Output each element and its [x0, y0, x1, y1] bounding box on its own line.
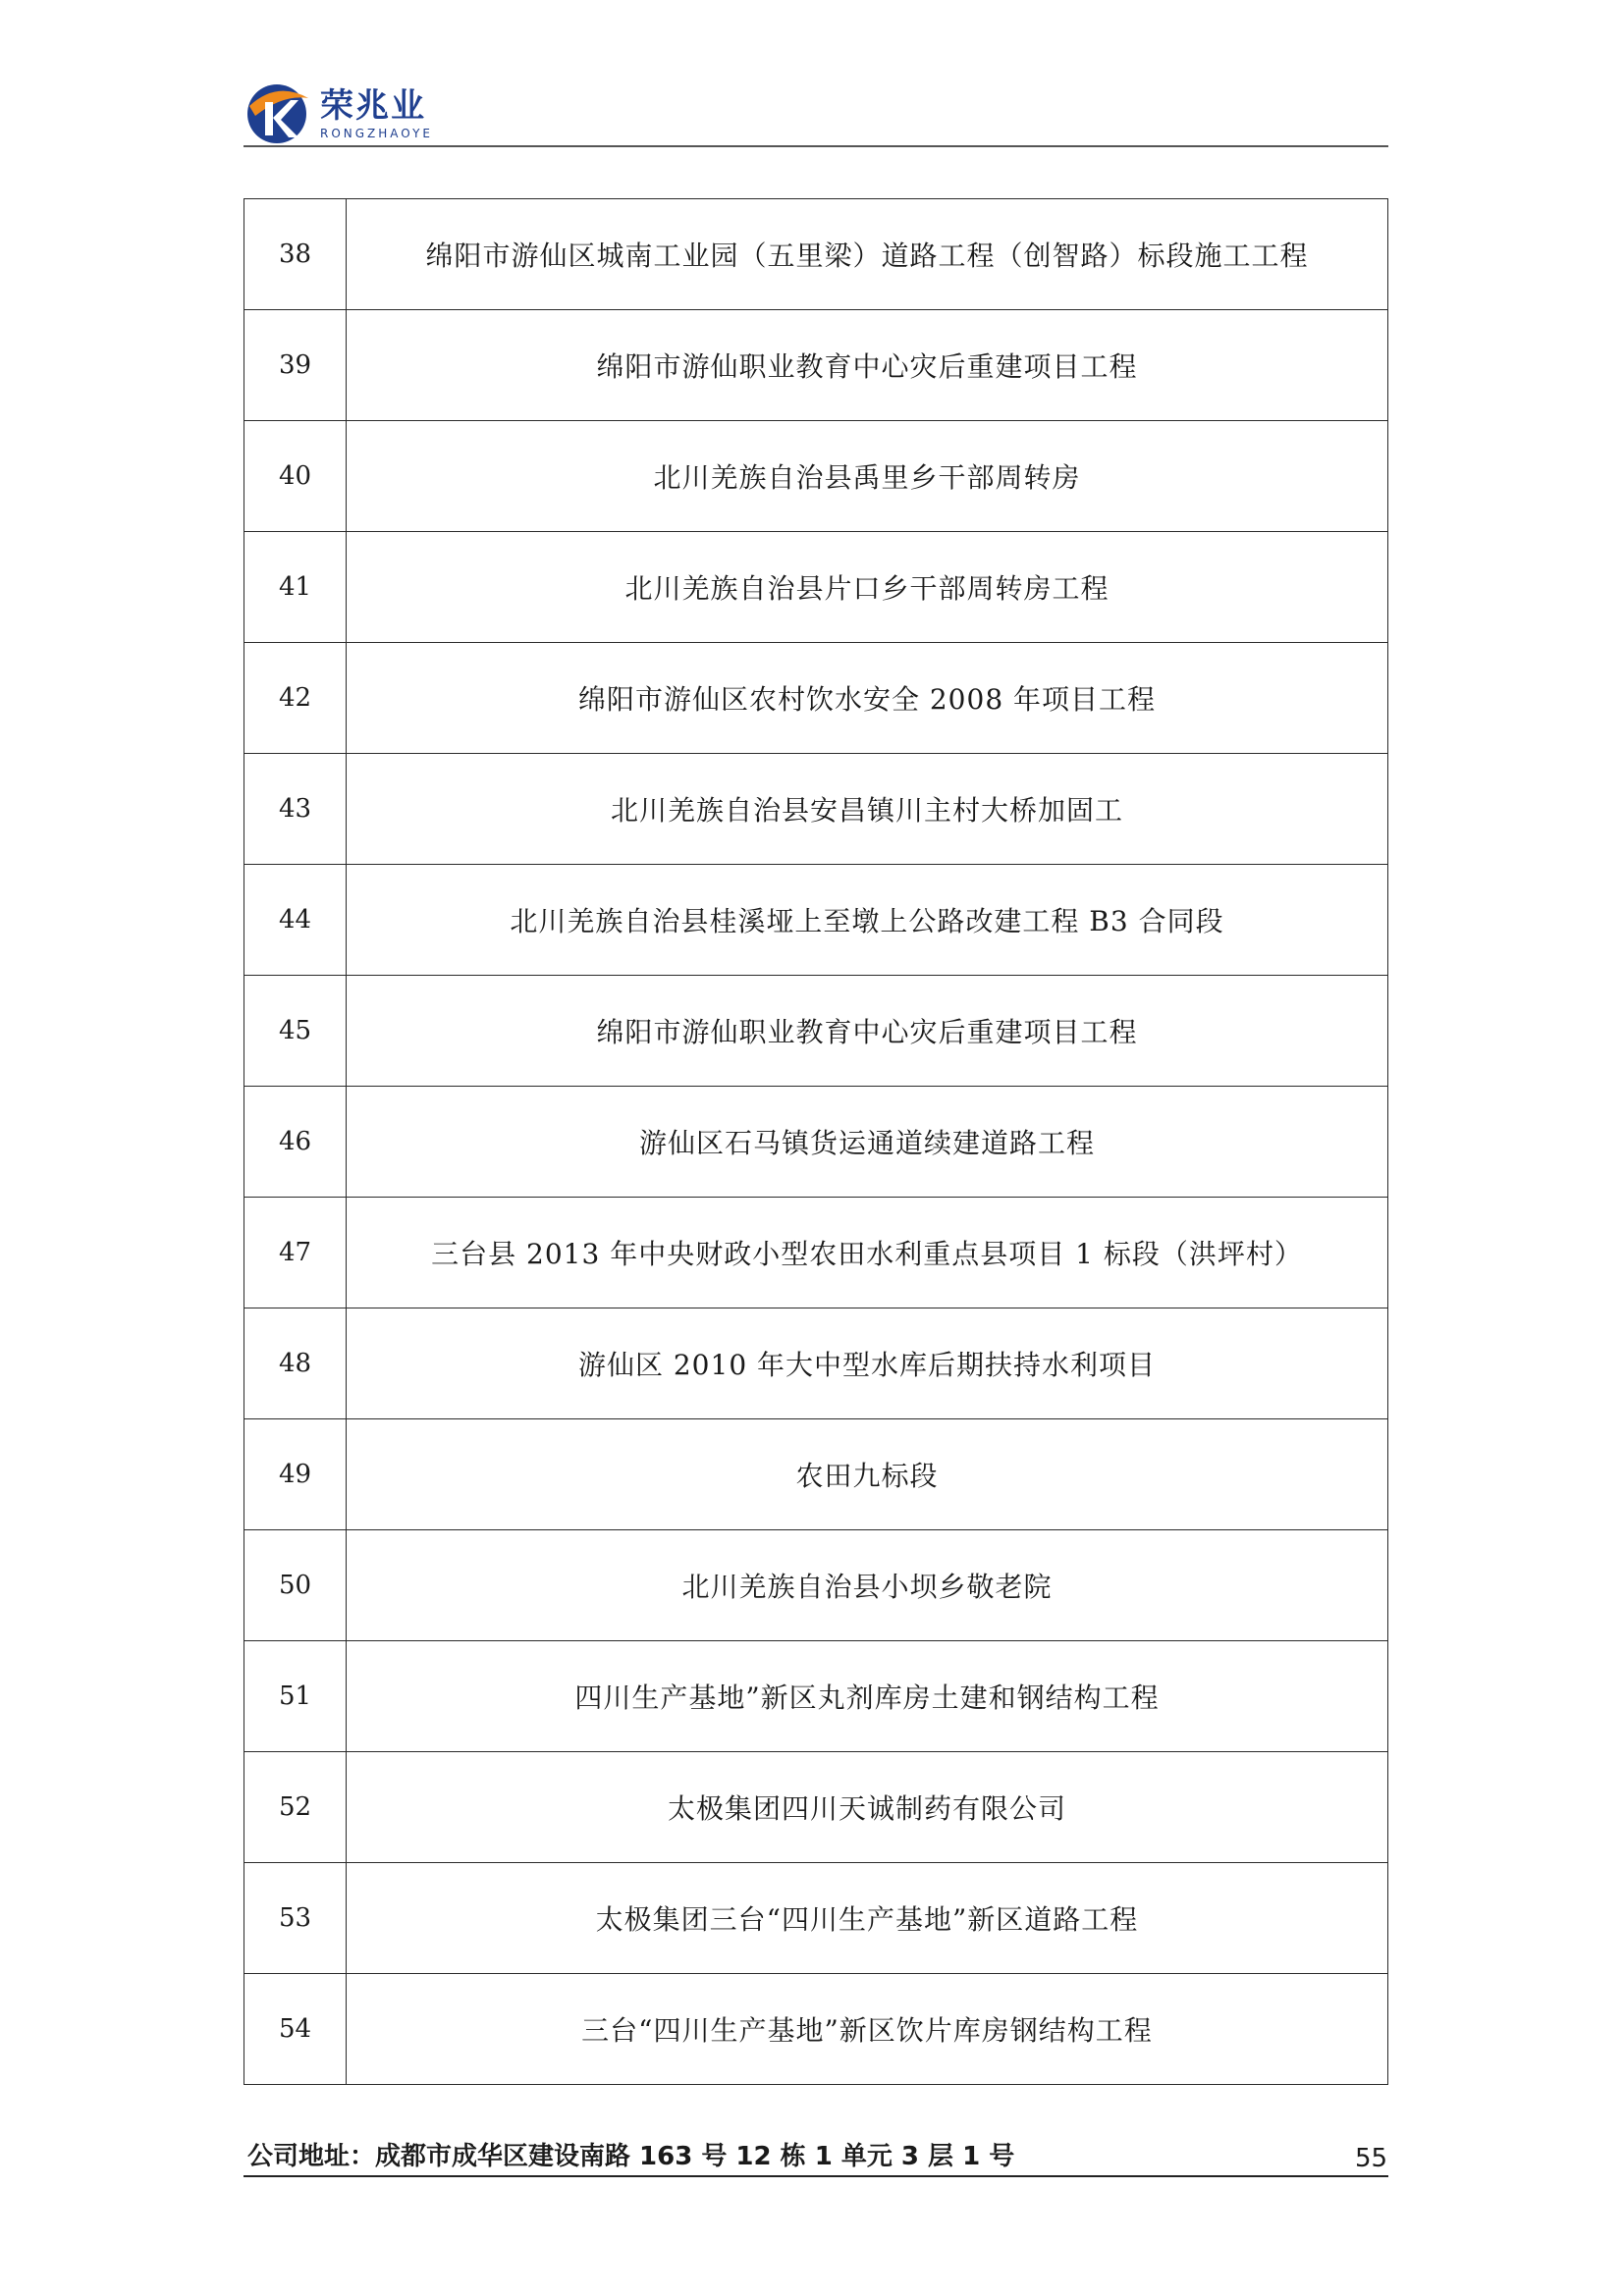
- logo-chinese-name: 荣兆业: [320, 86, 426, 126]
- project-table-body: [244, 199, 1388, 2085]
- row-number-cell: 38: [244, 199, 347, 310]
- table-row: [244, 310, 1388, 421]
- table-row: [244, 1641, 1388, 1752]
- table-row: [244, 1198, 1388, 1308]
- table-row: [244, 1308, 1388, 1419]
- table-row: [244, 865, 1388, 976]
- project-name-cell: 三台县 2013 年中央财政小型农田水利重点县项目 1 标段（洪坪村）: [347, 1198, 1388, 1308]
- project-name-cell: 绵阳市游仙职业教育中心灾后重建项目工程: [347, 976, 1388, 1087]
- row-number-cell: 51: [244, 1641, 347, 1752]
- project-name-cell: 农田九标段: [347, 1419, 1388, 1530]
- row-number-cell: 43: [244, 754, 347, 865]
- row-number-cell: 48: [244, 1308, 347, 1419]
- table-row: [244, 1419, 1388, 1530]
- table-row: [244, 421, 1388, 532]
- project-name-cell: 四川生产基地”新区丸剂库房土建和钢结构工程: [347, 1641, 1388, 1752]
- row-number-cell: 42: [244, 643, 347, 754]
- row-number-cell: 50: [244, 1530, 347, 1641]
- project-name-cell: 北川羌族自治县片口乡干部周转房工程: [347, 532, 1388, 643]
- page-number: 55: [1355, 2144, 1388, 2173]
- table-row: [244, 1752, 1388, 1863]
- project-name-cell: 游仙区 2010 年大中型水库后期扶持水利项目: [347, 1308, 1388, 1419]
- row-number-cell: 40: [244, 421, 347, 532]
- company-logo-icon: [244, 77, 316, 149]
- row-number-cell: 45: [244, 976, 347, 1087]
- row-number-cell: 53: [244, 1863, 347, 1974]
- project-name-cell: 北川羌族自治县桂溪垭上至墩上公路改建工程 B3 合同段: [347, 865, 1388, 976]
- row-number-cell: 39: [244, 310, 347, 421]
- row-number-cell: 46: [244, 1087, 347, 1198]
- header-divider: [244, 145, 1388, 147]
- row-number-cell: 41: [244, 532, 347, 643]
- table-row: [244, 976, 1388, 1087]
- table-row: [244, 1863, 1388, 1974]
- row-number-cell: 54: [244, 1974, 347, 2085]
- project-name-cell: 游仙区石马镇货运通道续建道路工程: [347, 1087, 1388, 1198]
- table-row: [244, 1087, 1388, 1198]
- project-name-cell: 绵阳市游仙区城南工业园（五里梁）道路工程（创智路）标段施工工程: [347, 199, 1388, 310]
- table-row: [244, 1530, 1388, 1641]
- logo-english-name: RONGZHAOYE: [320, 127, 434, 140]
- table-row: [244, 532, 1388, 643]
- page-header: [244, 77, 1388, 149]
- project-table: [244, 198, 1388, 2085]
- project-name-cell: 北川羌族自治县小坝乡敬老院: [347, 1530, 1388, 1641]
- project-name-cell: 太极集团四川天诚制药有限公司: [347, 1752, 1388, 1863]
- table-row: [244, 643, 1388, 754]
- table-row: [244, 199, 1388, 310]
- footer-divider: [244, 2175, 1388, 2177]
- project-name-cell: 北川羌族自治县安昌镇川主村大桥加固工: [347, 754, 1388, 865]
- project-name-cell: 北川羌族自治县禹里乡干部周转房: [347, 421, 1388, 532]
- project-name-cell: 三台“四川生产基地”新区饮片库房钢结构工程: [347, 1974, 1388, 2085]
- project-name-cell: 太极集团三台“四川生产基地”新区道路工程: [347, 1863, 1388, 1974]
- row-number-cell: 52: [244, 1752, 347, 1863]
- row-number-cell: 44: [244, 865, 347, 976]
- logo-text: [320, 86, 433, 141]
- table-row: [244, 754, 1388, 865]
- footer-address: 公司地址：成都市成华区建设南路 163 号 12 栋 1 单元 3 层 1 号: [247, 2142, 1015, 2171]
- project-name-cell: 绵阳市游仙区农村饮水安全 2008 年项目工程: [347, 643, 1388, 754]
- row-number-cell: 49: [244, 1419, 347, 1530]
- project-name-cell: 绵阳市游仙职业教育中心灾后重建项目工程: [347, 310, 1388, 421]
- row-number-cell: 47: [244, 1198, 347, 1308]
- table-row: [244, 1974, 1388, 2085]
